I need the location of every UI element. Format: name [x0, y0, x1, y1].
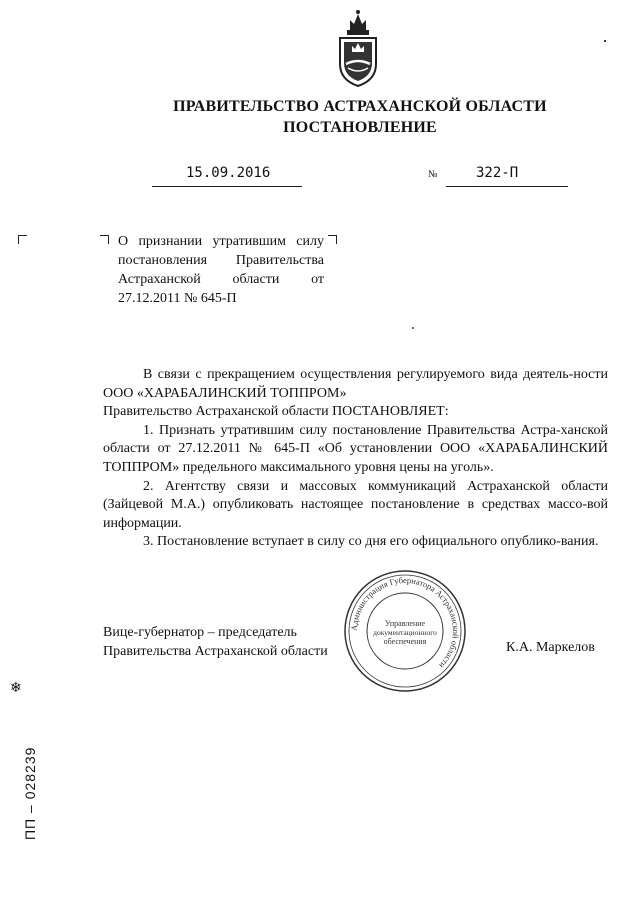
stamp-ring-text: Администрация Губернатора Астраханской области	[348, 574, 462, 671]
document-date: 15.09.2016	[186, 165, 271, 181]
subject-line: постановления Правительства	[118, 253, 324, 268]
subject-close-mark	[328, 235, 337, 244]
body-paragraph: 1. Признать утратившим силу постановление Правительства Астра-ханской области от 27.12.2011 № 645-П «Об установлении ООО «ХАРАБАЛИНСКИЙ ТОППРОМ» предельного максимального уровня цены на уголь».	[103, 422, 608, 475]
body-paragraph: В связи с прекращением осуществления регулируемого вида деятель-ности ООО «ХАРАБАЛИНСКИЙ ТОППРОМ»	[103, 367, 608, 401]
signatory-title-line: Вице-губернатор – председатель	[103, 625, 297, 640]
subject-open-mark	[100, 235, 109, 244]
serial-number: ПП – 028239	[22, 746, 38, 840]
subject-line: Астраханской области от	[118, 272, 324, 287]
signatory-name: К.А. Маркелов	[506, 640, 595, 655]
signatory-title-line: Правительства Астраханской области	[103, 643, 328, 659]
snowflake-icon: ❄	[10, 680, 22, 696]
document-subject	[118, 232, 324, 308]
stamp-center-line: обеспечения	[383, 637, 427, 646]
left-corner-mark	[18, 235, 27, 244]
government-title: ПРАВИТЕЛЬСТВО АСТРАХАНСКОЙ ОБЛАСТИ	[173, 98, 547, 115]
official-stamp	[342, 568, 468, 694]
subject-line: О признании утратившим силу	[118, 234, 324, 249]
serial-number-block	[4, 690, 40, 850]
body-paragraph: 3. Постановление вступает в силу со дня его официального опублико-вания.	[143, 534, 599, 550]
signatory-title	[103, 624, 328, 661]
body-paragraph: Правительство Астраханской области ПОСТАНОВЛЯЕТ:	[103, 404, 449, 420]
document-body	[103, 366, 608, 552]
subject-line: 27.12.2011 № 645-П	[118, 291, 237, 306]
document-number: 322-П	[476, 165, 519, 181]
scan-speck	[412, 327, 414, 329]
scan-speck	[604, 40, 606, 42]
stamp-center-line: Управление	[384, 619, 426, 628]
stamp-center-line: документационного	[373, 628, 437, 637]
coat-of-arms-icon	[330, 8, 386, 88]
number-sign: №	[428, 169, 438, 180]
body-paragraph: 2. Агентству связи и массовых коммуникаций Астраханской области (Зайцевой М.А.) опубликовать настоящее постановление в средствах массо-вой информации.	[103, 478, 608, 531]
document-type: ПОСТАНОВЛЕНИЕ	[283, 119, 437, 136]
